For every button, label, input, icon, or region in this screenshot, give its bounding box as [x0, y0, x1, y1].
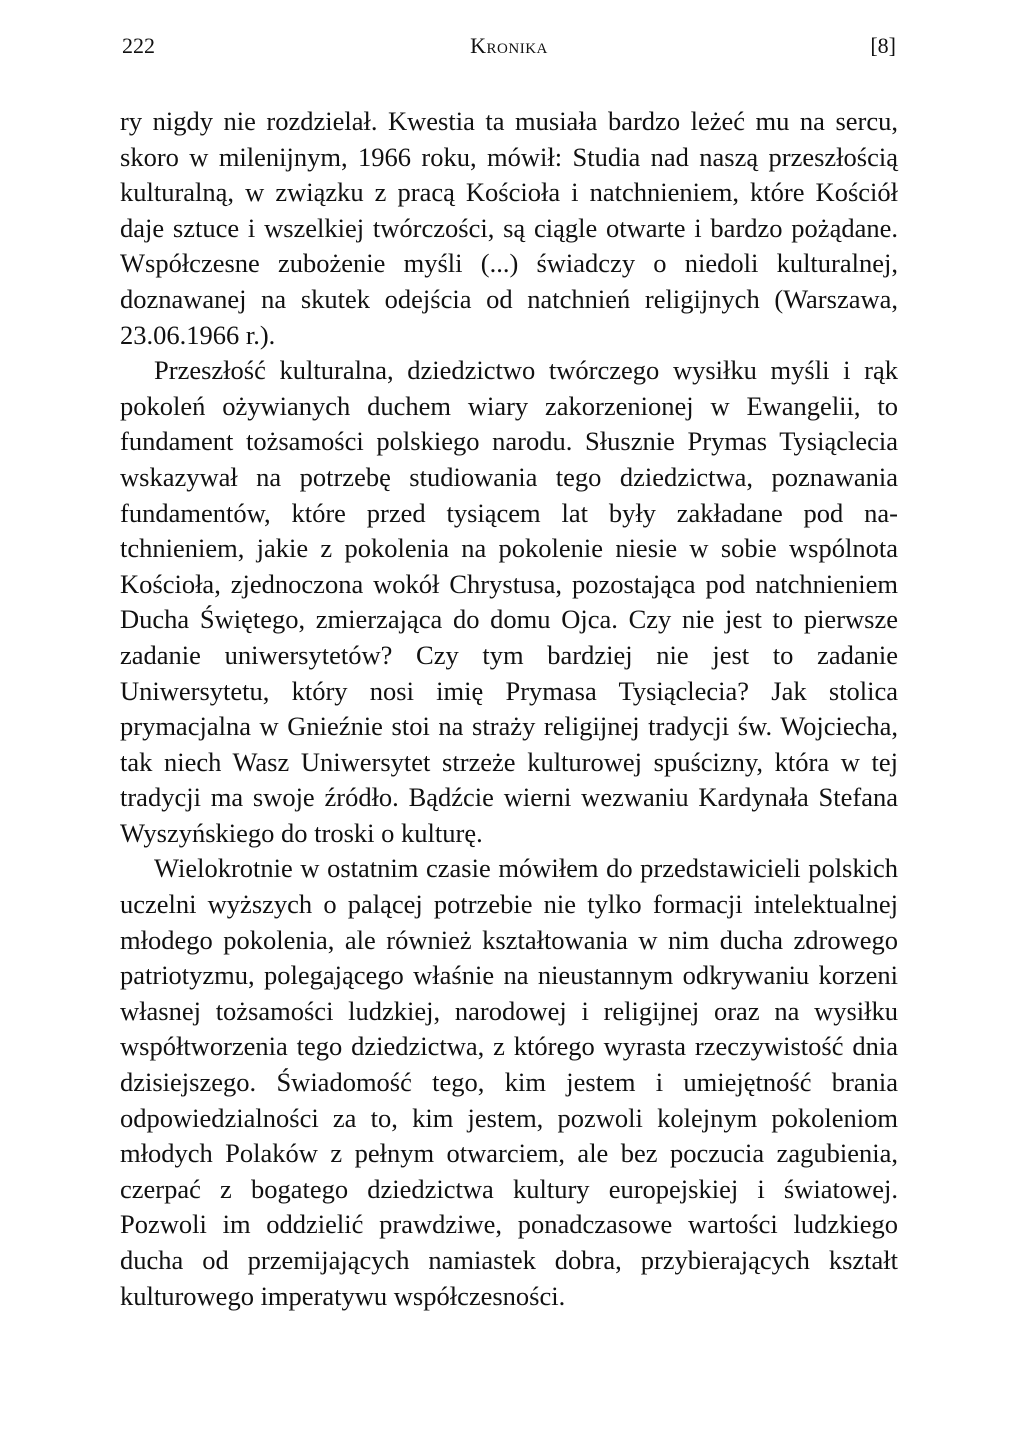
paragraph: Wielokrotnie w ostatnim czasie mówiłem do przedstawicieli polskich uczelni wyższych o palącej potrzebie nie tylko formacji intelektualnej młodego pokolenia, ale również kształtowania w nim ducha zdrowego patriotyzmu, polegającego właśnie na nieustannym odkrywaniu korzeni własnej tożsamości ludzkiej, narodowej i religijnej oraz na wysiłku współtworzenia tego dziedzictwa, z którego wyrasta rzeczywistość dnia dzisiejszego. Świadomość tego, kim jestem i umiejętność brania odpowiedzialności za to, kim jestem, pozwoli kolejnym pokoleniom młodych Polaków z pełnym otwarciem, ale bez poczucia zagubienia, czerpać z bogatego dziedzictwa kultury europejskiej i światowej. Pozwoli im oddzielić prawdziwe, ponadczasowe wartości ludzkiego ducha od przemijających namiastek dobra, przybierających kształt kulturowego imperatywu współczesności.: [120, 853, 898, 1311]
section-number: [8]: [870, 33, 896, 58]
running-head: [120, 28, 898, 64]
journal-title: Kronika: [470, 33, 548, 58]
body-text: [120, 104, 898, 1314]
paragraph-continued: ry nigdy nie rozdzielał. Kwestia ta musiała bardzo leżeć mu na sercu, skoro w milenijnym, 1966 roku, mówił: Studia nad naszą przeszłością kulturalną, w związku z pracą Kościoła i natchnieniem, które Kościół daje sztuce i wszelkiej twórczości, są ciągle otwarte i bardzo pożądane. Współczesne zubożenie myśli (...) świadczy o niedoli kulturalnej, doznawanej na skutek odejścia od natchnień religijnych (Warszawa, 23.06.1966 r.).: [120, 106, 898, 350]
page: [120, 28, 898, 1314]
page-number: 222: [122, 33, 155, 58]
paragraph: Przeszłość kulturalna, dziedzictwo twórczego wysiłku myśli i rąk pokoleń ożywianych duchem wiary zakorzenionej w Ewangelii, to fundament tożsamości polskiego narodu. Słusznie Prymas Tysiąclecia wskazywał na potrzebę studiowania tego dziedzictwa, poznawania fundamentów, które przed tysiącem lat były zakładane pod natchnieniem, jakie z pokolenia na pokolenie niesie w sobie wspólnota Kościoła, zjednoczona wokół Chrystusa, pozostająca pod natchnieniem Ducha Świętego, zmierzająca do domu Ojca. Czy nie jest to pierwsze zadanie uniwersytetów? Czy tym bardziej nie jest to zadanie Uniwersytetu, który nosi imię Prymasa Tysiąclecia? Jak stolica prymacjalna w Gnieźnie stoi na straży religijnej tradycji św. Wojciecha, tak niech Wasz Uniwersytet strzeże kulturowej spuścizny, która w tej tradycji ma swoje źródło. Bądźcie wierni wezwaniu Kardynała Stefana Wyszyńskiego do troski o kulturę.: [120, 355, 898, 848]
